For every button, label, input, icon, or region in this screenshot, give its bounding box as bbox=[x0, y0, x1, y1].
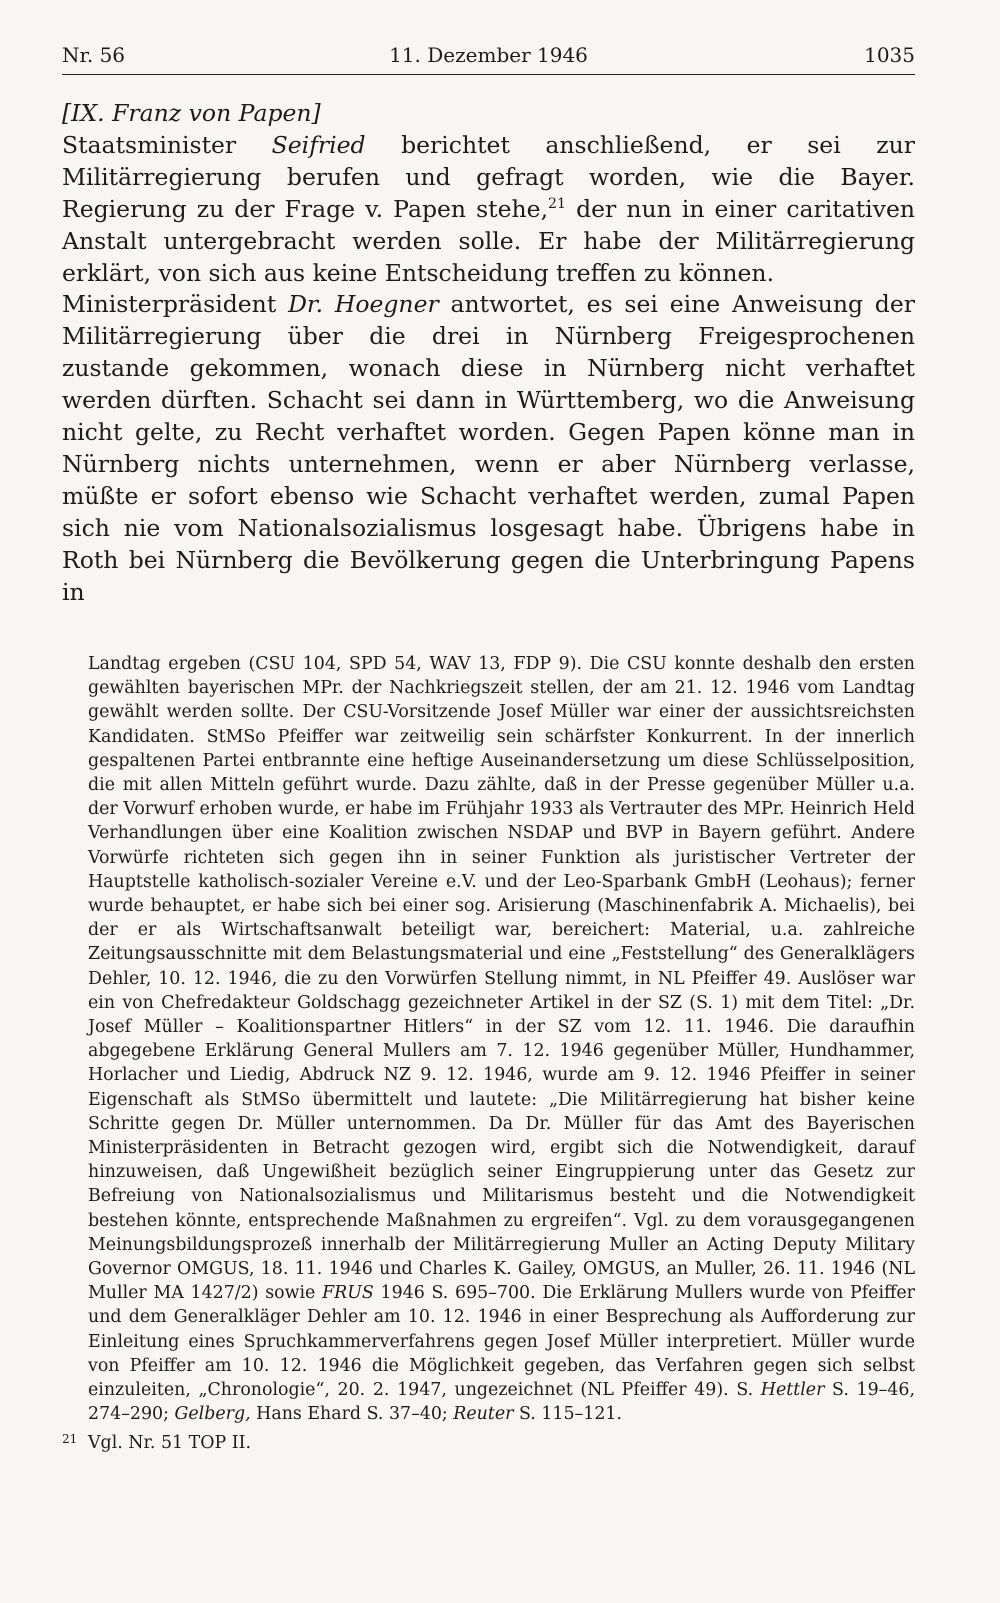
footnotes bbox=[62, 652, 916, 1455]
main-text bbox=[62, 98, 915, 609]
issue-date: 11. Dezember 1946 bbox=[389, 43, 588, 67]
paragraph-text: berichtet anschließend, er sei zur Militärregierung berufen und gefragt worden, wie die Bayer. Regierung zu der Frage v. Papen stehe, bbox=[62, 130, 915, 223]
footnote-text: S. 115–121. bbox=[513, 1404, 622, 1425]
footnote-text: 1946 S. 695–700. Die Erklärung Mullers wurde von Pfeiffer und dem Generalkläger Dehler am 10. 12. 1946 in einer Besprechung als Aufforderung zur Einleitung eines Spruchkammerverfahrens gegen Josef Müller interpretiert. Müller wurde von Pfeiffer am 10. 12. 1946 die Möglichkeit gegeben, das Verfahren gegen sich selbst einzuleiten, „Chronologie“, 20. 2. 1947, ungezeichnet (NL Pfeiffer 49). S. bbox=[88, 1283, 915, 1401]
paragraph-text: der nun in einer caritativen Anstalt untergebracht werden solle. Er habe der Militärregierung erklärt, von sich aus keine Entscheidung treffen zu können. bbox=[62, 194, 915, 287]
paragraph-lead: Staatsminister bbox=[62, 130, 272, 159]
footnote-text: Landtag ergeben (CSU 104, SPD 54, WAV 13, FDP 9). Die CSU konnte deshalb den ersten gewählten bayerischen MPr. der Nachkriegszeit stellen, der am 21. 12. 1946 vom Landtag gewählt werden sollte. Der CSU-Vorsitzende Josef Müller war einer der aussichtsreichsten Kandidaten. StMSo Pfeiffer war zeitweilig sein schärfster Konkurrent. In der innerlich gespaltenen Partei entbrannte eine heftige Auseinandersetzung um diese Schlüsselposition, die mit allen Mitteln geführt wurde. Dazu zählte, daß in der Presse gegenüber Müller u.a. der Vorwurf erhoben wurde, er habe im Frühjahr 1933 als Vertrauter des MPr. Heinrich Held Verhandlungen über eine Koalition zwischen NSDAP und BVP in Bayern geführt. Andere Vorwürfe richteten sich gegen ihn in seiner Funktion als juristischer Vertreter der Hauptstelle katholisch-sozialer Vereine e.V. und der Leo-Sparbank GmbH (Leohaus); ferner wurde behauptet, er habe sich bei einer sog. Arisierung (Maschinenfabrik A. Michaelis), bei der er als Wirtschaftsanwalt beteiligt war, bereichert: Material, u.a. zahlreiche Zeitungsausschnitte mit dem Belastungsmaterial und eine „Feststellung“ des Generalklägers Dehler, 10. 12. 1946, die zu den Vorwürfen Stellung nimmt, in NL Pfeiffer 49. Auslöser war ein von Chefredakteur Goldschagg gezeichneter Artikel in der SZ (S. 1) mit dem Titel: „Dr. Josef Müller – Koalitionspartner Hitlers“ in der SZ vom 12. 11. 1946. Die daraufhin abgegebene Erklärung General Mullers am 7. 12. 1946 gegenüber Müller, Hundhammer, Horlacher und Liedig, Abdruck NZ 9. 12. 1946, wurde am 9. 12. 1946 Pfeiffer in seiner Eigenschaft als StMSo übermittelt und lautete: „Die Militärregierung hat bisher keine Schritte gegen Dr. Müller unternommen. Da Dr. Müller für das Amt des Bayerischen Ministerpräsidenten in Betracht gezogen wird, ergibt sich die Notwendigkeit, darauf hinzuweisen, daß Ungewißheit bezüglich seiner Eingruppierung unter das Gesetz zur Befreiung von Nationalsozialismus und Militarismus besteht und die Notwendigkeit bestehen könnte, entsprechende Maßnahmen zu ergreifen“. Vgl. zu dem vorausgegangenen Meinungsbildungsprozeß innerhalb der Militärregierung Muller an Acting Deputy Military Governor OMGUS, 18. 11. 1946 und Charles K. Gailey, OMGUS, an Muller, 26. 11. 1946 (NL Muller MA 1427/2) sowie bbox=[88, 654, 915, 1304]
footnote-text: Vgl. Nr. 51 TOP II. bbox=[88, 1432, 251, 1453]
footnote-number: 21 bbox=[62, 1431, 78, 1446]
paragraph-seifried bbox=[62, 130, 915, 290]
citation-italic: FRUS bbox=[322, 1283, 374, 1304]
issue-number: Nr. 56 bbox=[62, 43, 126, 67]
speaker-name: Dr. Hoegner bbox=[288, 290, 439, 319]
citation-italic: Reuter bbox=[453, 1404, 514, 1425]
section-heading: [IX. Franz von Papen] bbox=[62, 99, 321, 127]
footnote-ref-21[interactable]: 21 bbox=[548, 195, 566, 212]
citation-italic: Gelberg, bbox=[174, 1404, 251, 1425]
footnote-continued bbox=[88, 652, 915, 1427]
footnote-text: Hans Ehard S. 37–40; bbox=[250, 1404, 454, 1425]
header-rule bbox=[62, 74, 915, 75]
citation-italic: Hettler bbox=[760, 1380, 825, 1401]
footnote-text: S. 19–46, 274–290; bbox=[88, 1380, 916, 1425]
running-head bbox=[62, 42, 915, 72]
paragraph-hoegner bbox=[62, 289, 915, 608]
paragraph-lead: Ministerpräsident bbox=[62, 290, 289, 319]
paragraph-text: antwortet, es sei eine Anweisung der Militärregierung über die drei in Nürnberg Freigesprochenen zustande gekommen, wonach diese in Nürnberg nicht verhaftet werden dürften. Schacht sei dann in Württemberg, wo die Anweisung nicht gelte, zu Recht verhaftet worden. Gegen Papen könne man in Nürnberg nichts unternehmen, wenn er aber Nürnberg verlasse, müßte er sofort ebenso wie Schacht verhaftet werden, zumal Papen sich nie vom Nationalsozialismus losgesagt habe. Übrigens habe in Roth bei Nürnberg die Bevölkerung gegen die Unterbringung Papens in bbox=[62, 290, 915, 606]
page-number: 1035 bbox=[864, 43, 915, 67]
footnote-21 bbox=[62, 1431, 915, 1455]
speaker-name: Seifried bbox=[271, 130, 366, 159]
